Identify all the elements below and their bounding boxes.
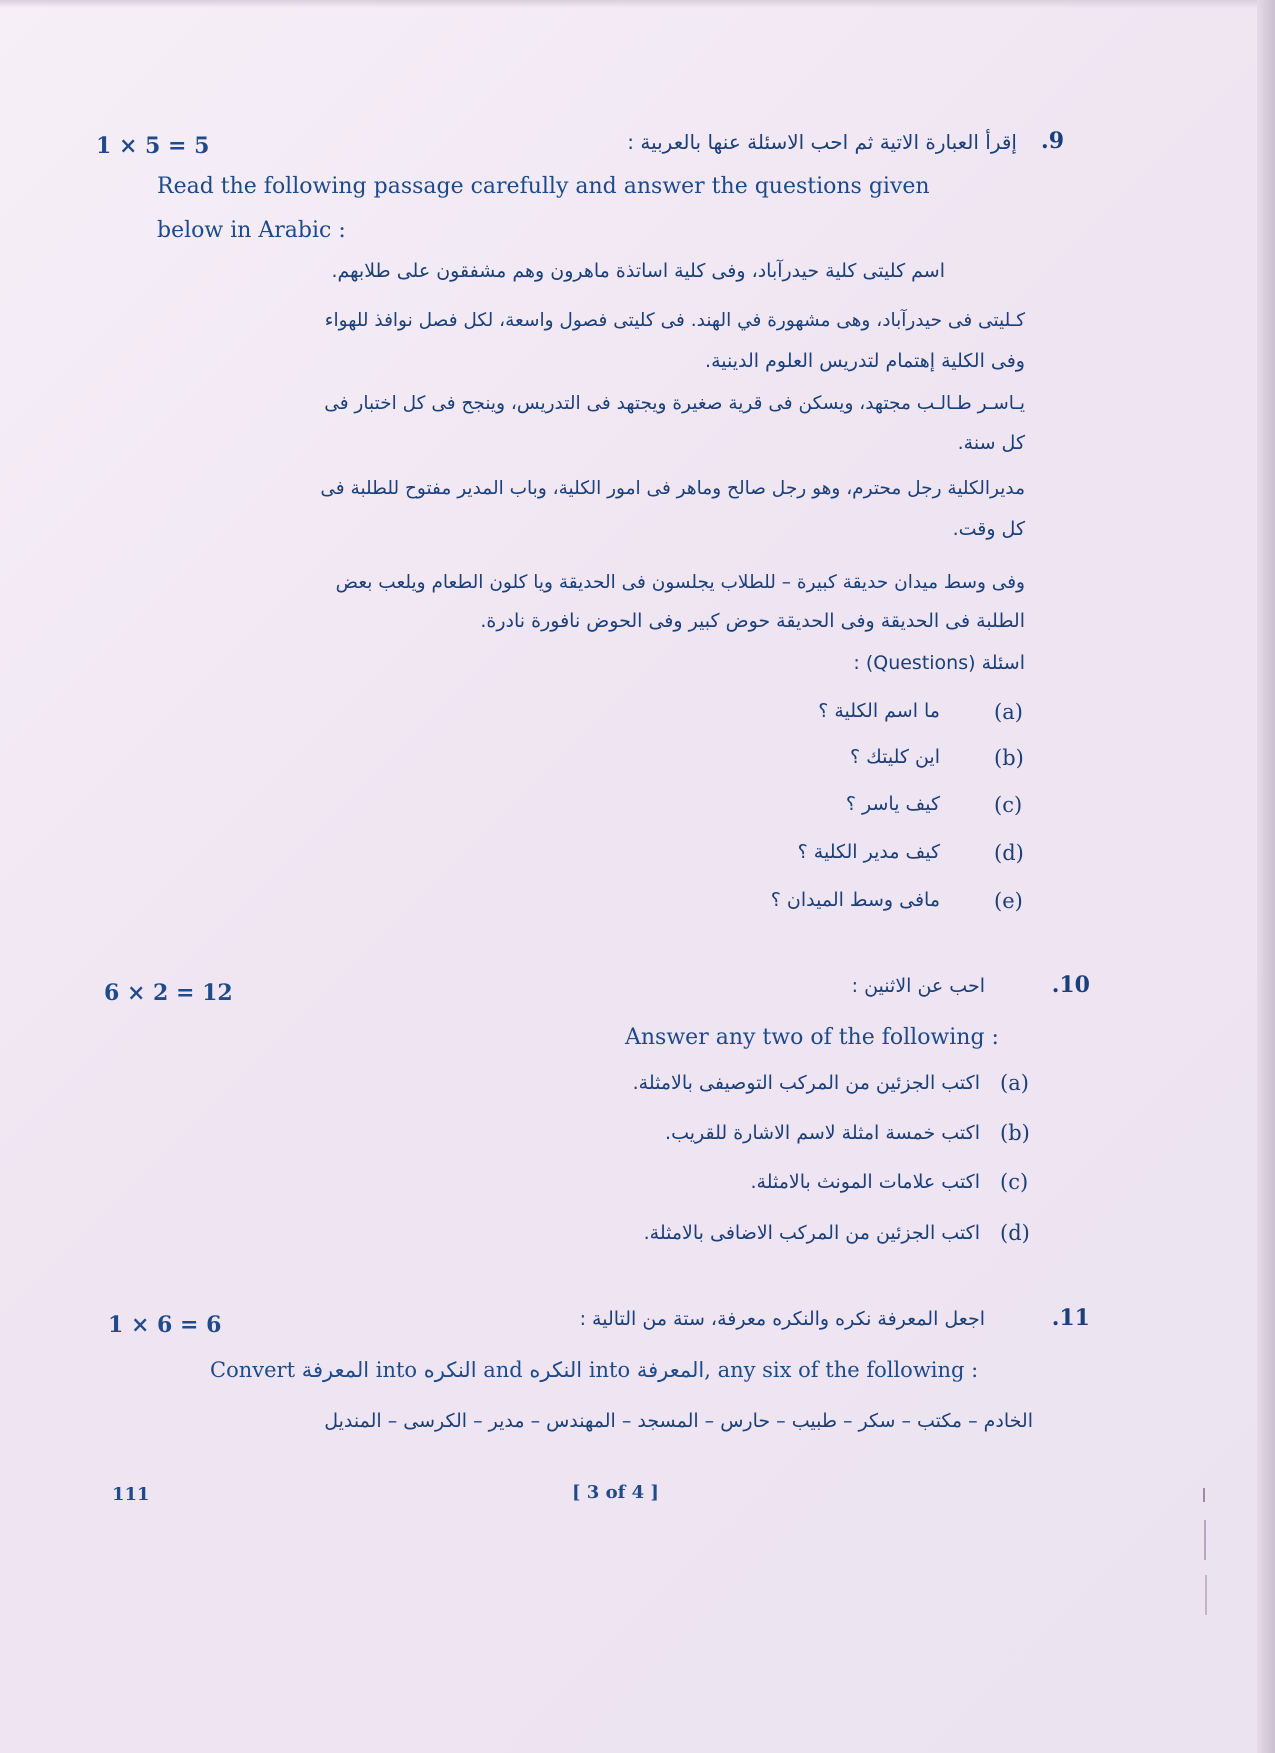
q10-item-letter: (c) bbox=[1000, 1170, 1029, 1194]
q9-questions-heading: اسئلة (Questions) : bbox=[853, 652, 1025, 674]
q9-question-letter: (a) bbox=[994, 700, 1023, 724]
q10-item-text: اكتب الجزئين من المركب التوصيفى بالامثلة. bbox=[632, 1072, 980, 1094]
q9-instruction-english-line2: below in Arabic : bbox=[157, 218, 346, 243]
margin-mark bbox=[1203, 1488, 1205, 1502]
q9-instruction-arabic: إقرأ العبارة الاتية ثم احب الاسئلة عنها بالعربية : bbox=[627, 130, 1017, 154]
q9-passage-line: يـاسـر طـالـب مجتهد، ويسكن فى قرية صغيرة ويجتهد فى التدريس، وينجح فى كل اختبار فى bbox=[324, 393, 1025, 414]
q9-question-letter: (b) bbox=[994, 746, 1024, 770]
q9-passage-line: الطلبة فى الحديقة وفى الحديقة حوض كبير وفى الحوض نافورة نادرة. bbox=[480, 610, 1025, 632]
q9-question-letter: (c) bbox=[994, 793, 1023, 817]
q9-passage-line: كل وقت. bbox=[952, 518, 1025, 540]
page-top-edge bbox=[0, 0, 1275, 8]
q10-marks: 6 × 2 = 12 bbox=[104, 980, 233, 1006]
q10-item-letter: (a) bbox=[1000, 1071, 1029, 1095]
page-right-edge bbox=[1257, 0, 1275, 1753]
q10-item-text: اكتب خمسة امثلة لاسم الاشارة للقريب. bbox=[665, 1122, 980, 1144]
q9-passage-line: كـليتى فى حيدرآباد، وهى مشهورة في الهند. فى كليتى فصول واسعة، لكل فصل نوافذ للهواء bbox=[324, 310, 1025, 331]
page-number: [ 3 of 4 ] bbox=[572, 1482, 659, 1503]
q9-passage-line: مديرالكلية رجل محترم، وهو رجل صالح وماهر فى امور الكلية، وباب المدير مفتوح للطلبة فى bbox=[320, 478, 1025, 499]
q11-instruction-arabic: اجعل المعرفة نكره والنكره معرفة، ستة من التالية : bbox=[579, 1308, 985, 1330]
q9-question-text: ما اسم الكلية ؟ bbox=[818, 700, 940, 722]
q11-number: .11 bbox=[1051, 1305, 1090, 1331]
q9-marks: 1 × 5 = 5 bbox=[96, 133, 210, 159]
q9-number: .9 bbox=[1041, 128, 1064, 154]
q11-marks: 1 × 6 = 6 bbox=[108, 1312, 222, 1338]
q10-instruction-english: Answer any two of the following : bbox=[625, 1025, 999, 1050]
q9-question-text: اين كليتك ؟ bbox=[849, 746, 940, 768]
q9-passage-line: كل سنة. bbox=[957, 432, 1025, 454]
margin-mark bbox=[1205, 1575, 1207, 1615]
q10-item-text: اكتب الجزئين من المركب الاضافى بالامثلة. bbox=[643, 1222, 980, 1244]
paper-code: 111 bbox=[112, 1484, 150, 1505]
q9-passage-line: وفى وسط ميدان حديقة كبيرة – للطلاب يجلسون فى الحديقة ويا كلون الطعام ويلعب بعض bbox=[335, 572, 1025, 593]
q10-item-letter: (d) bbox=[1000, 1221, 1030, 1245]
q10-item-letter: (b) bbox=[1000, 1121, 1030, 1145]
q10-instruction-arabic: احب عن الاثنين : bbox=[851, 975, 985, 997]
margin-mark bbox=[1204, 1520, 1206, 1560]
q11-word-list: الخادم – مكتب – سكر – طبيب – حارس – المسجد – المهندس – مدير – الكرسى – المنديل bbox=[324, 1410, 1033, 1432]
q10-item-text: اكتب علامات المونث بالامثلة. bbox=[750, 1171, 980, 1193]
q9-question-text: كيف ياسر ؟ bbox=[845, 793, 940, 815]
q9-passage-line: اسم كليتى كلية حيدرآباد، وفى كلية اساتذة ماهرون وهم مشفقون على طلابهم. bbox=[331, 260, 945, 282]
q9-question-letter: (d) bbox=[994, 841, 1024, 865]
q10-number: .10 bbox=[1051, 972, 1090, 998]
q9-question-text: كيف مدير الكلية ؟ bbox=[797, 841, 940, 863]
q11-instruction-english: Convert المعرفة into النكره and النكره into المعرفة, any six of the following : bbox=[210, 1358, 979, 1382]
q9-instruction-english-line1: Read the following passage carefully and answer the questions given bbox=[157, 174, 930, 199]
q9-passage-line: وفى الكلية إهتمام لتدريس العلوم الدينية. bbox=[705, 350, 1025, 372]
q9-question-text: مافى وسط الميدان ؟ bbox=[770, 889, 940, 911]
q9-question-letter: (e) bbox=[994, 889, 1023, 913]
